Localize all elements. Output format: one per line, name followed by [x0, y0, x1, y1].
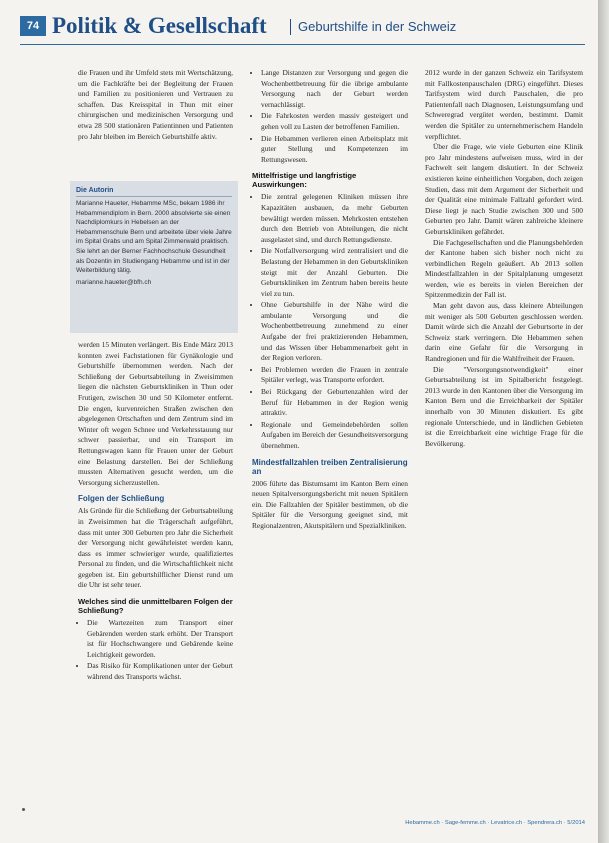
subheading: Mindestfallzahlen treiben Zentralisierung an	[252, 457, 408, 476]
list-item: • Bei Problemen werden die Frauen in zentrale Spitäler verlegt, was Transporte erfordert.	[261, 365, 408, 386]
subheading: Mittelfristige und langfristige Auswirkungen:	[252, 171, 357, 190]
list-item: • Die Notfallversorgung wird zentralisiert und die Belastung der Hebammen in den Geburtskliniken steigt mit der Anzahl Geburten. Die Geburtskliniken im Zentrum haben bereits heute viel zu tun.	[261, 246, 408, 299]
paragraph: Man geht davon aus, dass kleinere Abteilungen mit weniger als 500 Geburten geschlossen werden. Damit würde sich die Anzahl der Geburtsorte in der Schweiz stark verringern. Die Hebammen sehen darin eine Gefahr für die Versorgung in Randregionen und für die Wahlfreiheit der Frauen.	[425, 301, 583, 364]
column-1-continued	[78, 340, 233, 684]
bullet-list	[78, 618, 233, 683]
margin-mark	[22, 808, 25, 811]
bullet-list	[252, 68, 408, 165]
paragraph: 2012 wurde in der ganzen Schweiz ein Tarifsystem mit Fallkostenpauschalen (DRG) eingeführt. Dieses Tarifsystem wird durch Pauschalen, die pro Patientenfall nach Diagnosen, Leistungsumfang und Schweregrad vergütet werden, bestimmt. Damit werden die Spitäler zu unternehmerischem Handeln verpflichtet.	[425, 68, 583, 141]
list-item: • Das Risiko für Komplikationen unter der Geburt während des Transports wächst.	[87, 661, 233, 682]
paragraph: Über die Frage, wie viele Geburten eine Klinik pro Jahr mindestens aufweisen muss, wird in der Fachwelt seit langem diskutiert. In der Schweiz existieren keine einheitlichen Vorgaben, doch zeigen Studien, dass mit dem Argument der Sicherheit und der Qualität eine minimale Fallzahl gefordert wird. Diese liegt je nach Studie zwischen 300 und 500 Geburten pro Jahr. Damit wären zahlreiche kleinere Geburtskliniken gefährdet.	[425, 142, 583, 236]
column-2	[252, 68, 408, 532]
author-bio: Marianne Haueter, Hebamme MSc, bekam 1986 ihr Hebammendiplom in Bern. 2000 absolvierte sie einen Nachdiplomkurs in Hebelsen an der Hebammenschule Bern und arbeitete über viele Jahre im Spital Grabs und am Spital Zimmerwald praktisch. Sie lehrt an der Berner Fachhochschule Gesundheit als Dozentin im Studiengang Hebamme und ist in der Weiterbildung tätig.	[76, 200, 232, 275]
section-title: Politik & Gesellschaft	[52, 13, 267, 38]
page-footer: Hebamme.ch · Sage-femme.ch · Levatrice.ch · Spendrera.ch · 5/2014	[405, 820, 585, 826]
bullet-list	[252, 192, 408, 451]
subheading: Welches sind die unmittelbaren Folgen der Schließung?	[78, 597, 233, 616]
paragraph: werden 15 Minuten verlängert. Bis Ende März 2013 konnten zwei Fachstationen für Gynäkologie und Geburtshilfe übernommen werden. Nach der Schließung der Geburtsabteilung in Zweisimmen liegen die nächsten Geburtskliniken in Thun oder Frutigen, zwischen 30 und 50 Kilometer entfernt. Die engen, kurvenreichen Straßen zwischen den abgelegenen Ortschaften und dem Zentrum sind im Winter oft wegen Schnee und Verkehrsstauung nur schwer passierbar, und ein Transport im Rettungswagen kann für Frauen unter der Geburt eine Belastung darstellen. Bei der Schließung mussten Alternativen gesucht werden, um die Versorgung sicherzustellen.	[78, 340, 233, 487]
subsection-title: Geburtshilfe in der Schweiz	[290, 19, 456, 35]
paragraph: Die "Versorgungsnotwendigkeit" einer Geburtsabteilung ist im Spitalbericht festgelegt. 2013 wurde in den Kantonen über die Versorgung im Kanton Bern und die Erreichbarkeit der Spitäler innerhalb von 30 Minuten diskutiert. Es gibt regionale Unterschiede, und in ländlichen Gebieten ist die Erreichbarkeit eine wichtige Frage für die Bevölkerung.	[425, 364, 583, 448]
list-item: • Regionale und Gemeindebehörden sollen Aufgaben im Bereich der Gesundheitsversorgung übernehmen.	[261, 420, 408, 452]
list-item: • Die Wartezeiten zum Transport einer Gebärenden werden stark erhöht. Der Transport ist für Hochschwangere und Gebärende keine Leichtigkeit geworden.	[87, 618, 233, 660]
paragraph: 2006 führte das Bistumsamt im Kanton Bern einen neuen Spitalversorgungsbericht mit neuen Spitälern ein. Die Fallzahlen der Spitäler bestimmen, ob die Spitäler für die Versorgung geeignet sind, mit Regionalzentren, Akutspitälern und Spezialkliniken.	[252, 478, 408, 530]
list-item: • Lange Distanzen zur Versorgung und gegen die Wochenbettbetreuung für die übrige ambulante Versorgung nach der Geburt werden vernachlässigt.	[261, 68, 408, 110]
list-item: • Die Fahrkosten werden massiv gesteigert und gehen voll zu Lasten der betroffenen Familien.	[261, 111, 408, 132]
list-item: • Die Hebammen verlieren einen Arbeitsplatz mit guter Stellung und Kompetenzen im Rettungswesen.	[261, 134, 408, 166]
page-number: 74	[20, 16, 46, 36]
author-email[interactable]: marianne.haueter@bfh.ch	[76, 278, 152, 286]
paragraph: Als Gründe für die Schließung der Geburtsabteilung in Zweisimmen hat die Trägerschaft aufgeführt, dass mit unter 300 Geburten pro Jahr die Sicherheit der Versorgung nicht gewährleistet werden kann, dass es immer schwieriger wurde, qualifiziertes Personal zu finden, und die Wirtschaftlichkeit nicht gegeben ist. Ein geburtshilflicher Dienst rund um die Uhr ist sehr teuer.	[78, 506, 233, 590]
paragraph: Die Fachgesellschaften und die Planungsbehörden der Kantone haben sich bisher noch nicht zu verbindlichen Regeln geäußert. Ab 2013 sollen Mindestfallzahlen in der Spitalplanung umgesetzt werden, wie es bereits in vielen Bereichen der Spitzenmedizin der Fall ist.	[425, 237, 583, 300]
column-3	[425, 68, 583, 449]
page-edge-shadow	[598, 0, 609, 843]
list-item: • Bei Rückgang der Geburtenzahlen wird der Beruf für Hebammen in der Region wenig attraktiv.	[261, 387, 408, 419]
list-item: • Ohne Geburtshilfe in der Nähe wird die ambulante Versorgung und die Wochenbettbetreuung zunehmend zu einer Aufgabe der frei praktizierenden Hebammen, und das Wissen über Hebammenarbeit geht in der Region verloren.	[261, 300, 408, 364]
list-item: • Die zentral gelegenen Kliniken müssen ihre Kapazitäten ausbauen, da mehr Geburten bewältigt werden müssen. Mehrkosten entstehen durch den Betrieb von Abteilungen, die nicht ausgelastet sind, und durch Rettungsdienste.	[261, 192, 408, 245]
subheading: Folgen der Schließung	[78, 494, 165, 504]
author-box-title: Die Autorin	[76, 187, 232, 197]
column-1	[78, 68, 233, 142]
paragraph: die Frauen und ihr Umfeld stets mit Wertschätzung, um die Fachkräfte bei der Begleitung der Frauen und Familien zu positionieren und Vertrauen zu schaffen. Das Kreisspital in Thun mit einer chirurgischen und medizinischen Versorgung und etwa 28 500 stationären Patientinnen und Patienten pro Jahr bleiben im Bereich Geburtshilfe aktiv.	[78, 68, 233, 141]
page-header	[20, 10, 585, 45]
author-box	[70, 181, 238, 333]
